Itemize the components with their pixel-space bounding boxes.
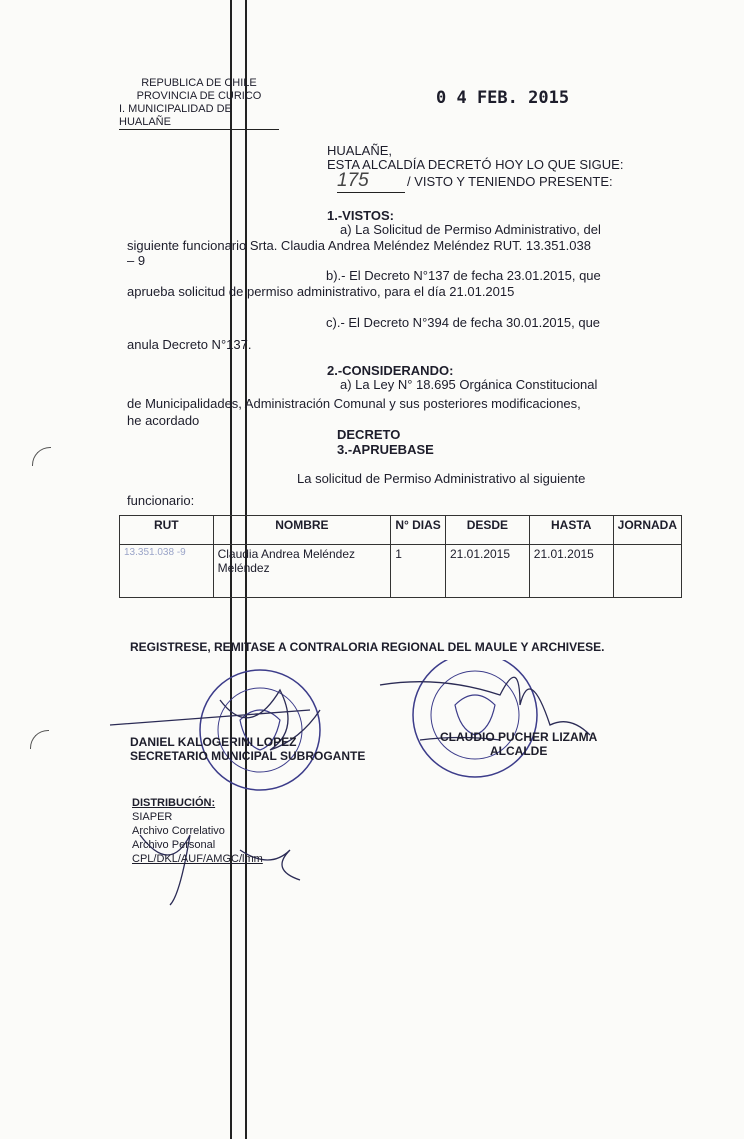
vistos-b-line1: b).- El Decreto N°137 de fecha 23.01.2015, que xyxy=(326,268,601,283)
cell-desde: 21.01.2015 xyxy=(445,545,529,598)
decreto-heading: DECRETO xyxy=(337,427,401,442)
decreto-line2: funcionario: xyxy=(127,493,195,508)
intro-decree-line: ESTA ALCALDÍA DECRETÓ HOY LO QUE SIGUE: xyxy=(327,157,624,172)
left-signatory-title: SECRETARIO MUNICIPAL SUBROGANTE xyxy=(130,749,366,763)
col-desde: DESDE xyxy=(445,516,529,545)
intro-visto: / VISTO Y TENIENDO PRESENTE: xyxy=(407,174,613,189)
right-signatory-name: CLAUDIO PUCHER LIZAMA xyxy=(440,730,598,744)
considerando-a-line2: de Municipalidades, Administración Comunal y sus posteriores modificaciones, xyxy=(127,396,581,411)
considerando-heading: 2.-CONSIDERANDO: xyxy=(327,363,454,378)
intro-place: HUALAÑE, xyxy=(327,143,393,158)
cell-rut: 13.351.038 -9 xyxy=(120,545,214,598)
table-header-row xyxy=(120,516,682,545)
decreto-apruebase: 3.-APRUEBASE xyxy=(337,442,434,457)
right-signatory xyxy=(440,730,597,758)
vistos-a-line1: a) La Solicitud de Permiso Administrativo, del xyxy=(340,222,601,237)
considerando-a-line3: he acordado xyxy=(127,413,200,428)
list-item: CPL/DKL/AUF/AMGC/lmm xyxy=(132,853,263,865)
cell-hasta: 21.01.2015 xyxy=(529,545,613,598)
left-signatory xyxy=(130,735,365,763)
punch-hole-top xyxy=(32,447,51,466)
distribution-list xyxy=(132,796,263,866)
col-jornada: JORNADA xyxy=(613,516,681,545)
right-signatory-title: ALCALDE xyxy=(490,744,548,758)
col-dias: N° DIAS xyxy=(391,516,446,545)
decreto-line1: La solicitud de Permiso Administrativo al siguiente xyxy=(297,471,586,486)
considerando-a-line1: a) La Ley N° 18.695 Orgánica Constitucional xyxy=(340,377,598,392)
permission-table xyxy=(119,515,682,598)
header-provincia: PROVINCIA DE CURICO xyxy=(136,90,262,102)
vistos-a-line3: – 9 xyxy=(127,253,146,268)
vistos-c-line2: anula Decreto N°137. xyxy=(127,337,252,352)
col-hasta: HASTA xyxy=(529,516,613,545)
distribution-heading: DISTRIBUCIÓN: xyxy=(132,797,216,809)
col-nombre: NOMBRE xyxy=(213,516,391,545)
list-item: Archivo Correlativo xyxy=(132,825,225,837)
cell-jornada xyxy=(613,545,681,598)
header-republica: REPUBLICA DE CHILE xyxy=(141,77,257,89)
institution-header xyxy=(119,77,279,130)
closing-statement: REGISTRESE, REMITASE A CONTRALORIA REGIONAL DEL MAULE Y ARCHIVESE. xyxy=(130,640,605,654)
table-row xyxy=(120,545,682,598)
header-municipalidad: I. MUNICIPALIDAD DE HUALAÑE xyxy=(119,103,279,130)
vistos-b-line2: aprueba solicitud de permiso administrativo, para el día 21.01.2015 xyxy=(127,284,515,299)
vistos-heading: 1.-VISTOS: xyxy=(327,208,394,223)
vistos-a-line2: siguiente funcionario Srta. Claudia Andrea Meléndez Meléndez RUT. 13.351.038 xyxy=(127,238,591,253)
left-signatory-name: DANIEL KALOGERINI LOPEZ xyxy=(130,735,297,749)
signatures-seals-graphic xyxy=(100,660,660,920)
list-item: SIAPER xyxy=(132,811,173,823)
vistos-c-line1: c).- El Decreto N°394 de fecha 30.01.2015, que xyxy=(326,315,601,330)
date-stamp: 0 4 FEB. 2015 xyxy=(436,88,570,108)
decree-number: 175 xyxy=(337,170,405,193)
col-rut: RUT xyxy=(120,516,214,545)
cell-dias: 1 xyxy=(391,545,446,598)
cell-nombre: Claudia Andrea Meléndez Meléndez xyxy=(213,545,391,598)
punch-hole-bottom xyxy=(30,730,49,749)
right-seal-icon xyxy=(413,660,537,777)
left-seal-icon xyxy=(200,670,320,790)
list-item: Archivo Personal xyxy=(132,839,216,851)
